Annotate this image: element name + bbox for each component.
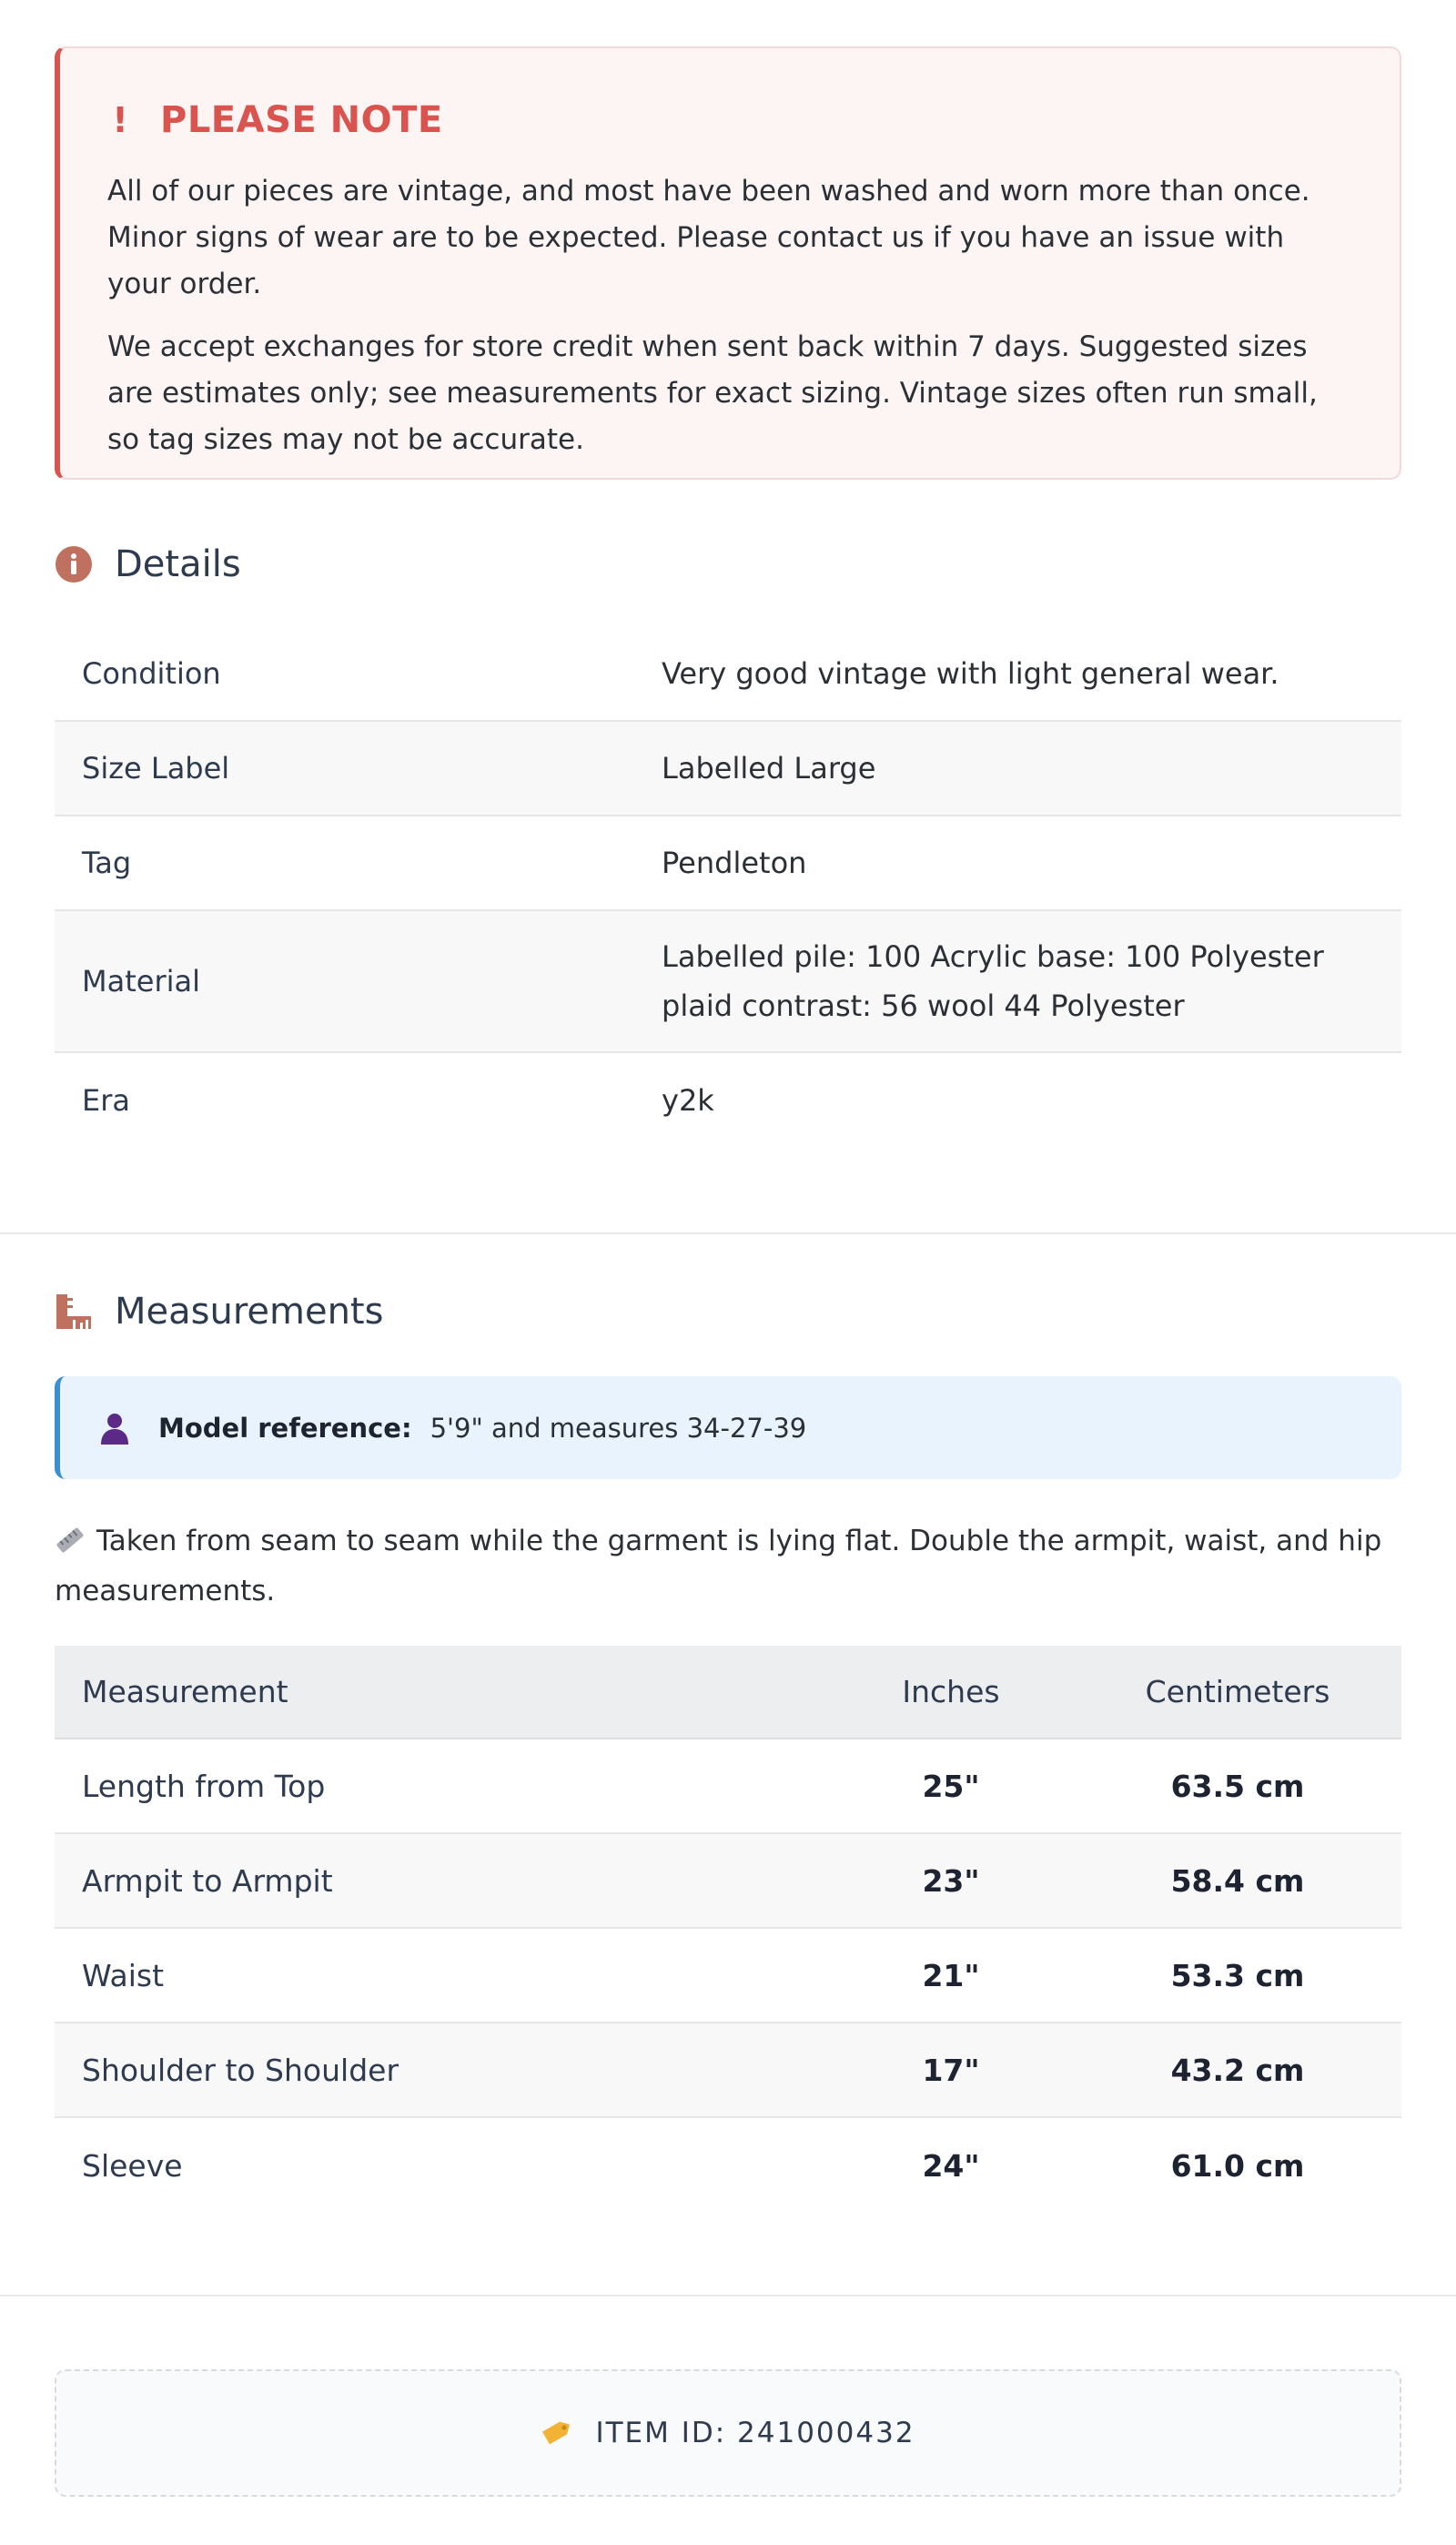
details-row — [55, 816, 1401, 911]
measurement-inches: 25" — [922, 1768, 980, 1804]
measurement-inches: 23" — [922, 1862, 980, 1899]
notice-paragraph-2: We accept exchanges for store credit when sent back within 7 days. Suggested sizes are estimates only; see measurements for exact sizing. Vintage sizes often run small, so tag sizes may not be accurate. — [107, 330, 1318, 456]
details-header — [55, 543, 241, 585]
details-title: Details — [115, 543, 241, 585]
details-value: Pendleton — [662, 846, 807, 880]
details-key: Size Label — [82, 751, 230, 786]
tag-icon — [541, 2416, 575, 2450]
column-header-centimeters: Centimeters — [1145, 1674, 1330, 1709]
measurement-name: Waist — [82, 1957, 165, 1993]
column-header-inches: Inches — [902, 1674, 1000, 1709]
ruler-icon — [55, 1522, 86, 1568]
measurement-cm: 43.2 cm — [1170, 2052, 1305, 2088]
table-row — [55, 2118, 1401, 2213]
details-value: Labelled pile: 100 Acrylic base: 100 Polyester plaid contrast: 56 wool 44 Polyester — [662, 939, 1324, 1023]
details-key: Condition — [82, 656, 221, 691]
item-id-box — [55, 2369, 1401, 2497]
table-row — [55, 1739, 1401, 1834]
details-row — [55, 722, 1401, 816]
details-value: Labelled Large — [662, 751, 876, 786]
table-header — [55, 1646, 1401, 1739]
person-icon — [96, 1412, 133, 1445]
table-row — [55, 1834, 1401, 1929]
ruler-icon — [55, 1293, 93, 1331]
details-key: Era — [82, 1083, 130, 1118]
column-header-measurement: Measurement — [82, 1674, 288, 1709]
measurement-cm: 63.5 cm — [1170, 1768, 1305, 1804]
exclamation-icon: ! — [112, 100, 128, 140]
section-divider — [0, 1232, 1456, 1234]
notice-title: PLEASE NOTE — [160, 99, 443, 141]
model-reference-value: 5'9" and measures 34-27-39 — [430, 1412, 807, 1444]
details-row — [55, 627, 1401, 722]
details-key: Tag — [82, 846, 132, 880]
measurement-name: Sleeve — [82, 2147, 183, 2184]
table-row — [55, 2023, 1401, 2118]
model-reference-callout — [55, 1376, 1401, 1479]
measurement-name: Shoulder to Shoulder — [82, 2052, 399, 2088]
section-divider — [0, 2295, 1456, 2297]
measurement-inches: 24" — [922, 2147, 980, 2184]
measurement-name: Length from Top — [82, 1768, 326, 1804]
details-value: y2k — [662, 1083, 714, 1118]
notice-paragraph-1: All of our pieces are vintage, and most have been washed and worn more than once. Minor signs of wear are to be expected. Please contact us if you have an issue with your order. — [107, 175, 1310, 300]
measurement-cm: 53.3 cm — [1170, 1957, 1305, 1993]
measurement-name: Armpit to Armpit — [82, 1862, 333, 1899]
measurement-cm: 61.0 cm — [1170, 2147, 1305, 2184]
measurement-note-text: Taken from seam to seam while the garment is lying flat. Double the armpit, waist, and hip measurements. — [55, 1525, 1382, 1607]
notice-header — [107, 99, 1352, 141]
model-reference-label: Model reference: — [158, 1412, 412, 1444]
details-table — [55, 627, 1401, 1148]
details-key: Material — [82, 964, 200, 999]
info-circle-icon — [55, 545, 93, 583]
measurement-cm: 58.4 cm — [1170, 1862, 1305, 1899]
measurement-note — [55, 1518, 1401, 1615]
details-row — [55, 1053, 1401, 1148]
measurements-title: Measurements — [115, 1291, 384, 1333]
measurements-header — [55, 1291, 383, 1333]
item-id-label: ITEM ID: 241000432 — [595, 2417, 915, 2449]
table-row — [55, 1929, 1401, 2023]
measurements-table — [55, 1646, 1401, 2213]
measurement-inches: 17" — [922, 2052, 980, 2088]
measurement-inches: 21" — [922, 1957, 980, 1993]
details-value: Very good vintage with light general wear. — [662, 656, 1279, 691]
details-row — [55, 911, 1401, 1053]
please-note-box — [55, 46, 1401, 480]
